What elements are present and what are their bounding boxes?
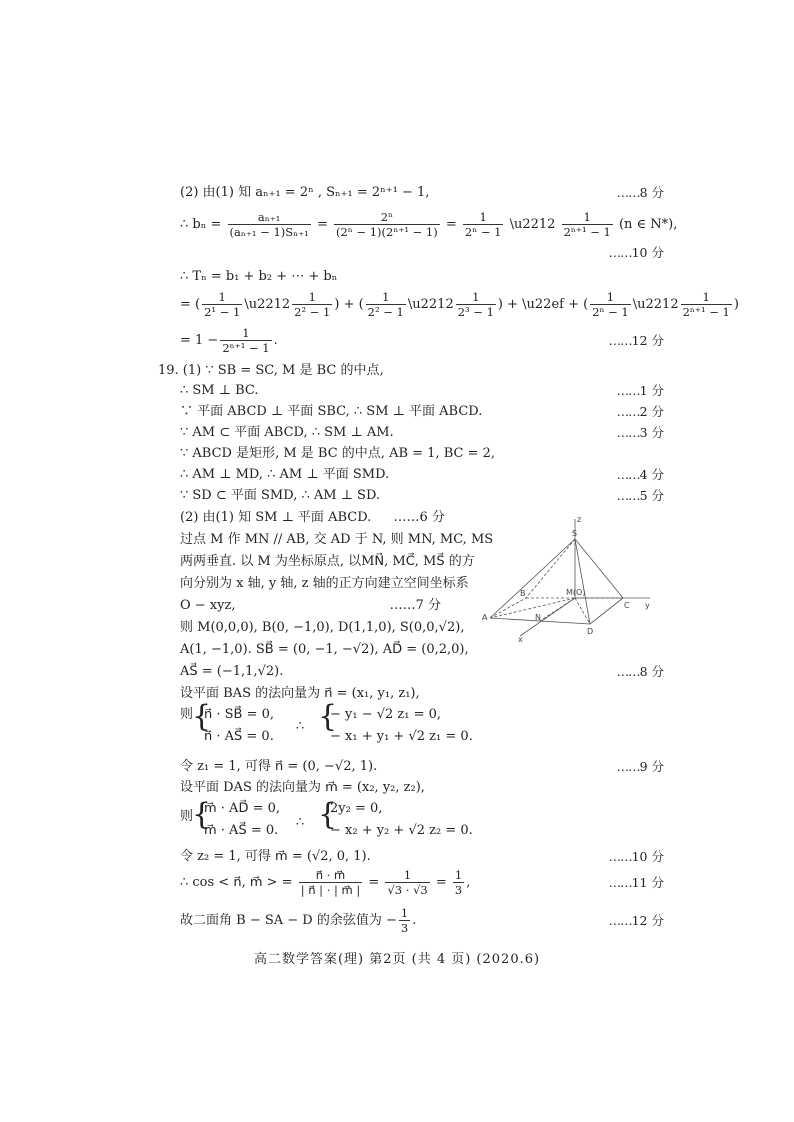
q18-2-line3: ∴ Tₙ = b₁ + b₂ + ⋯ + bₙ: [180, 269, 338, 284]
q19-system1-eq3: − y₁ − √2 z₁ = 0,: [330, 707, 442, 722]
q19-p2-line8: AS⃗ = (−1,1,√2).: [180, 664, 284, 679]
score-mark: …… 1 分: [617, 382, 664, 400]
q19-p2-line14: 令 z₂ = 1, 可得 m⃗ = (√2, 0, 1).: [180, 849, 371, 864]
q19-line1: 19. (1) ∵ SB = SC, M 是 BC 的中点,: [158, 363, 384, 378]
q19-line4: ∵ AM ⊂ 平面 ABCD, ∴ SM ⊥ AM.: [180, 425, 394, 440]
brace: {: [318, 797, 338, 832]
q19-system1-eq1: n⃗ · SB⃗ = 0,: [204, 707, 275, 722]
score-mark: …… 10 分: [609, 244, 664, 262]
label-s: S: [572, 529, 578, 538]
q19-p2-line1: (2) 由(1) 知 SM ⊥ 平面 ABCD. ……6 分: [180, 510, 445, 525]
q19-system1-eq4: − x₁ + y₁ + √2 z₁ = 0.: [330, 729, 473, 744]
score-mark: …… 3 分: [617, 424, 664, 442]
q19-p2-line12: 设平面 DAS 的法向量为 m⃗ = (x₂, y₂, z₂),: [180, 780, 425, 795]
q19-p2-line9: 设平面 BAS 的法向量为 n⃗ = (x₁, y₁, z₁),: [180, 686, 420, 701]
label-d: D: [587, 627, 594, 636]
pyramid-figure: [480, 514, 660, 644]
score-mark: …… 4 分: [617, 466, 664, 484]
q19-p2-line4: 向分别为 x 轴, y 轴, z 轴的正方向建立空间坐标系: [180, 576, 469, 591]
q19-p2-line5: O − xyz, ……7 分: [180, 598, 442, 613]
q19-line2: ∴ SM ⊥ BC.: [180, 383, 259, 398]
score-mark: …… 2 分: [617, 403, 664, 421]
q19-line7: ∵ SD ⊂ 平面 SMD, ∴ AM ⊥ SD.: [180, 488, 381, 503]
brace: {: [192, 797, 212, 832]
q19-p2-line2: 过点 M 作 MN // AB, 交 AD 于 N, 则 MN, MC, MS: [180, 532, 494, 547]
label-z-axis: z: [577, 515, 582, 524]
q19-p2-line7: A(1, −1,0). SB⃗ = (0, −1, −√2), AD⃗ = (0,2,0),: [180, 642, 469, 657]
q18-2-line4: = ( $\frac{1}{\text{2¹ − 1}}$ \u2212 $\frac{1}{\text{2² − 1}}$ ) + ( $\frac{1}{\text{2² − 1}}$ \u2212 $\frac{1}{\text{2³ − 1}}$ ) + \u22ef + ( $\frac{1}{\text{2ⁿ − 1}}$ \u2212 $\frac{1}{\text{2ⁿ⁺¹ − 1}}$ ): [180, 290, 739, 319]
label-b: B: [520, 589, 526, 598]
brace: {: [192, 699, 212, 734]
q19-system2-label: 则: [180, 809, 194, 824]
score-mark: …… 5 分: [617, 487, 664, 505]
therefore-symbol: ∴: [296, 815, 305, 830]
score-mark: …… 10 分: [609, 848, 664, 866]
q19-conclusion: 故二面角 B − SA − D 的余弦值为 − $\frac{1}{3}$ .: [180, 906, 417, 935]
page-footer: 高二数学答案(理) 第2页 (共 4 页) (2020.6): [253, 952, 541, 967]
score-mark: …… 8 分: [617, 663, 664, 681]
q19-system2-eq3: 2y₂ = 0,: [330, 801, 383, 816]
therefore-symbol: ∴: [296, 719, 305, 734]
score-mark: …… 9 分: [617, 758, 664, 776]
label-x-axis: x: [518, 635, 523, 644]
brace: {: [318, 699, 338, 734]
q19-p2-line6: 则 M(0,0,0), B(0, −1,0), D(1,1,0), S(0,0,√2),: [180, 620, 465, 635]
q19-line3: ∵ 平面 ABCD ⊥ 平面 SBC, ∴ SM ⊥ 平面 ABCD.: [180, 404, 483, 419]
q19-system2-eq2: m⃗ · AS⃗ = 0.: [204, 823, 279, 838]
q19-p2-line11: 令 z₁ = 1, 可得 n⃗ = (0, −√2, 1).: [180, 759, 378, 774]
label-c: C: [624, 601, 630, 610]
q19-system1-label: 则: [180, 707, 194, 722]
q19-p2-line3: 两两垂直. 以 M 为坐标原点, 以MN⃗, MC⃗, MS⃗ 的方: [180, 554, 475, 569]
score-mark: …… 12 分: [609, 912, 664, 930]
score-mark: …… 8 分: [617, 184, 664, 202]
q19-system2-eq4: − x₂ + y₂ + √2 z₂ = 0.: [330, 823, 473, 838]
q19-line6: ∴ AM ⊥ MD, ∴ AM ⊥ 平面 SMD.: [180, 467, 390, 482]
q19-p2-line15: ∴ cos < n⃗, m⃗ > = $\frac{n⃗ \cdot m⃗}{| n⃗ | \cdot | m⃗ |}$ = $\frac{1}{√3 \cdot √3}$ = $\frac{1}{3}$ ,: [180, 868, 471, 897]
q19-line5: ∵ ABCD 是矩形, M 是 BC 的中点, AB = 1, BC = 2,: [180, 446, 496, 461]
label-n: N: [535, 613, 541, 622]
label-y-axis: y: [645, 601, 650, 610]
q18-2-line1: (2) 由(1) 知 aₙ₊₁ = 2ⁿ , Sₙ₊₁ = 2ⁿ⁺¹ − 1,: [180, 185, 430, 200]
label-m-origin: M(O): [566, 588, 586, 597]
score-mark: …… 11 分: [609, 874, 664, 892]
q18-2-line5: = 1 − $\frac{1}{\text{2ⁿ⁺¹ − 1}}$ .: [180, 326, 278, 355]
label-a: A: [482, 613, 488, 622]
score-mark: …… 12 分: [609, 332, 664, 350]
q19-system2-eq1: m⃗ · AD⃗ = 0,: [204, 801, 281, 816]
q18-2-line2: ∴ bₙ = $\frac{\text{aₙ₊₁}}{\text{(aₙ₊₁ − 1)Sₙ₊₁}}$ = $\frac{\text{2ⁿ}}{\text{(2ⁿ − 1)(2ⁿ⁺¹ − 1)}}$ = $\frac{1}{\text{2ⁿ − 1}}$ \u2212 $\frac{1}{\text{2ⁿ⁺¹ − 1}}$ (n ∈ N*),: [180, 210, 678, 239]
q19-system1-eq2: n⃗ · AS⃗ = 0.: [204, 729, 274, 744]
